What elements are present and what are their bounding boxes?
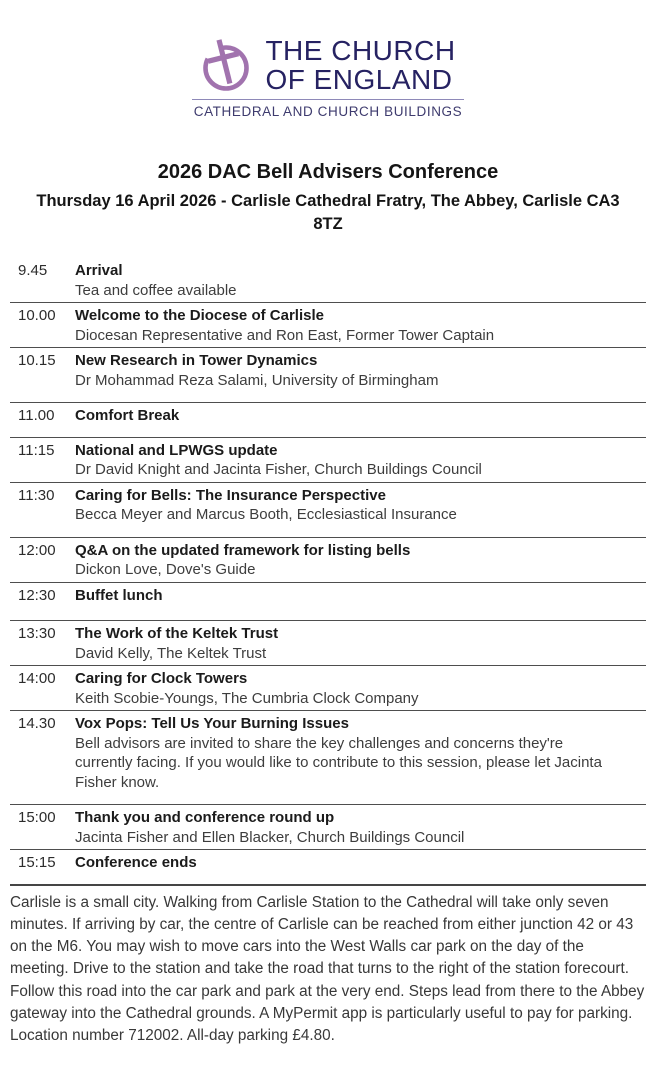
agenda-row [10,438,646,483]
agenda-time: 12:00 [18,541,56,559]
agenda-session-title: Q&A on the updated framework for listing bells [75,541,411,559]
agenda-row [10,850,646,884]
agenda-session-subtitle: Dickon Love, Dove's Guide [75,561,256,578]
agenda-session-subtitle: Bell advisors are invited to share the key challenges and concerns they're currently facing. If you would like to contribute to this session, please let Jacinta Fisher know. [75,734,602,791]
logo-divider [192,99,464,100]
agenda-row-content [75,306,646,345]
agenda-time: 10.00 [18,307,56,324]
agenda-row [10,583,646,622]
agenda-session-title: Vox Pops: Tell Us Your Burning Issues [75,715,349,732]
logo-wordmark-line2: OF ENGLAND [265,64,453,95]
agenda-row [10,805,646,850]
agenda-time: 11:15 [18,441,55,459]
agenda-row [10,538,646,583]
agenda-session-title: Thank you and conference round up [75,809,335,826]
agenda-row [10,621,646,666]
agenda-time: 10.15 [18,352,56,369]
agenda-time: 9.45 [18,262,48,279]
agenda-row-content [75,586,646,606]
agenda-row-content [75,669,646,708]
agenda-session-title: National and LPWGS update [75,441,278,459]
agenda-session-subtitle: Tea and coffee available [75,281,237,299]
agenda-session-title: The Work of the Keltek Trust [75,625,279,642]
agenda-row-content [75,853,646,873]
agenda-row [10,303,646,348]
agenda-row [10,348,646,403]
agenda-row-content [75,351,646,390]
church-of-england-logo [192,36,464,119]
agenda-row [10,403,646,438]
travel-notes: Carlisle is a small city. Walking from Carlisle Station to the Cathedral will take only seven minutes. If arriving by car, the centre of Carlisle can be reached from either junction 42 or 43 on the M6. You may wish to move cars into the West Walls car park on the day of the meeting. Drive to the station and take the road that turns to the right of the station forecourt. Follow this road into the car park and park at the very end. Steps lead from there to the Abbey gateway into the Cathedral grounds. A MyPermit app is particularly useful to pay for parking. Location number 712002. All-day parking £4.80. [10,893,645,1045]
agenda-row [10,258,646,303]
agenda-row-content [75,541,646,580]
agenda-session-subtitle: David Kelly, The Keltek Trust [75,644,267,662]
agenda-time: 14:00 [18,670,56,687]
agenda-row-content [75,808,646,847]
agenda-time: 11:30 [18,486,55,504]
agenda-row-content [75,261,646,300]
page-title: 2026 DAC Bell Advisers Conference [157,161,499,183]
agenda-row [10,483,646,538]
agenda-session-subtitle: Diocesan Representative and Ron East, Former Tower Captain [75,326,495,344]
agenda-time: 11.00 [18,407,55,424]
agenda-session-title: Welcome to the Diocese of Carlisle [75,307,324,324]
agenda-time: 13:30 [18,625,56,642]
logo-wordmark [265,36,455,94]
agenda-session-title: Caring for Bells: The Insurance Perspective [75,486,386,504]
agenda-session-title: Buffet lunch [75,586,163,604]
logo-top-row [192,36,464,94]
agenda-row-content [75,714,646,792]
agenda-session-subtitle: Jacinta Fisher and Ellen Blacker, Church Buildings Council [75,828,465,846]
agenda-session-subtitle: Becca Meyer and Marcus Booth, Ecclesiastical Insurance [75,506,457,523]
agenda-session-subtitle: Keith Scobie-Youngs, The Cumbria Clock Company [75,689,419,707]
church-of-england-cross-icon [200,38,252,92]
agenda-session-title: Caring for Clock Towers [75,670,248,687]
agenda-session-subtitle: Dr Mohammad Reza Salami, University of Birmingham [75,371,439,389]
agenda-time: 12:30 [18,586,56,604]
agenda-session-title: New Research in Tower Dynamics [75,352,318,369]
agenda-session-title: Arrival [75,262,123,279]
logo-caption: CATHEDRAL AND CHURCH BUILDINGS [193,104,463,119]
logo-wordmark-line1: THE CHURCH [265,35,456,66]
agenda-time: 15:15 [18,854,56,871]
agenda-session-subtitle: Dr David Knight and Jacinta Fisher, Church Buildings Council [75,461,482,478]
agenda-row [10,666,646,711]
agenda-session-title: Conference ends [75,854,197,871]
agenda-time: 14.30 [18,715,56,732]
agenda-row [10,711,646,805]
agenda-row-content [75,441,646,480]
agenda-time: 15:00 [18,809,56,826]
agenda-session-title: Comfort Break [75,407,180,424]
page-subtitle: Thursday 16 April 2026 - Carlisle Cathedral Fratry, The Abbey, Carlisle CA3 8TZ [36,192,620,233]
agenda-row-content [75,624,646,663]
agenda-row-content [75,406,646,426]
agenda-table [10,258,646,886]
agenda-row-content [75,486,646,525]
